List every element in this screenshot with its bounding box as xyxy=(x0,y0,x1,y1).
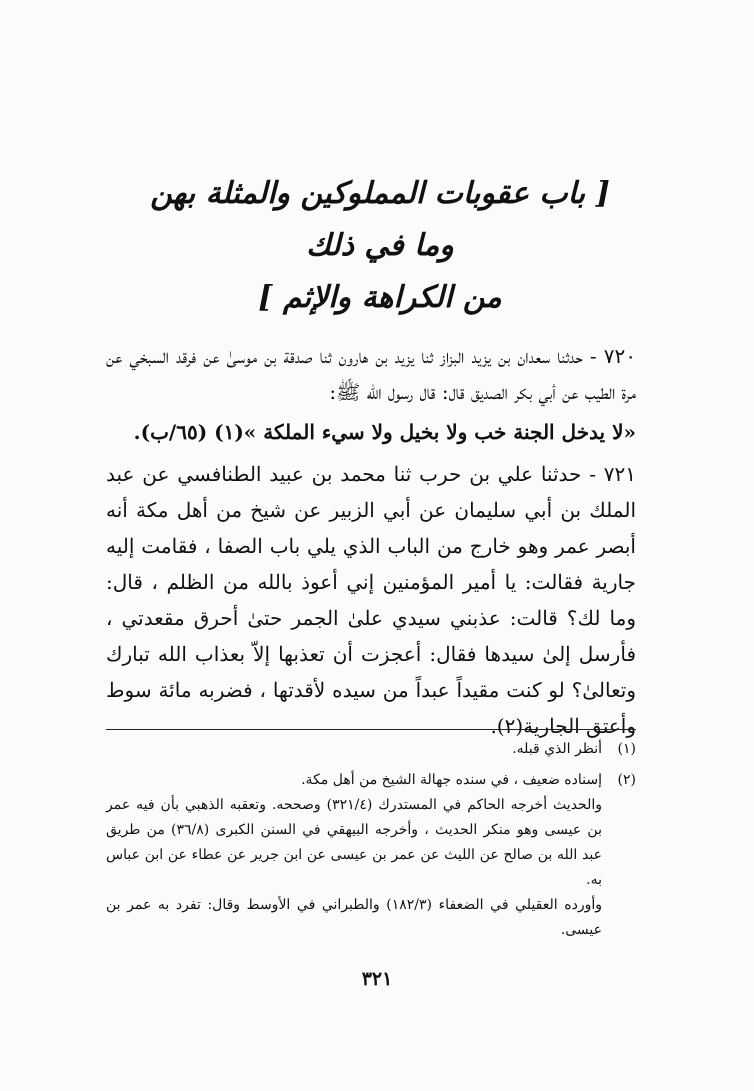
chapter-title xyxy=(140,168,620,324)
footnote-line: إسناده ضعيف ، في سنده جهالة الشيخ من أهل مكة. xyxy=(301,772,602,788)
page-number: ٣٢١ xyxy=(361,968,393,990)
main-text xyxy=(106,338,636,744)
footnote-number: (١) xyxy=(617,741,636,757)
footnote-number: (٢) xyxy=(617,772,636,788)
footnote-text xyxy=(106,768,602,943)
footnote-text xyxy=(106,737,602,762)
chapter-title-line-2: من الكراهة والإثم ] xyxy=(258,280,502,315)
chapter-title-line-1: [ باب عقوبات المملوكين والمثلة بهن وما في ذلك xyxy=(150,176,610,263)
footnote-2 xyxy=(106,768,636,943)
footnote-line: أنظر الذي قبله. xyxy=(512,741,602,757)
footnote-1 xyxy=(106,737,636,762)
hadith-720-isnad: ٧٢٠ - حدثنا سعدان بن يزيد البزاز ثنا يزيد بن هارون ثنا صدقة بن موسىٰ عن فرقد السبخي عن مرة الطيب عن أبي بكر الصديق قال: قال رسول الله ﷺ: xyxy=(106,344,636,404)
footnotes xyxy=(106,737,636,943)
hadith-721: ٧٢١ - حدثنا علي بن حرب ثنا محمد بن عبيد الطنافسي عن عبد الملك بن أبي سليمان عن أبي الزبير عن شيخ من أهل مكة أنه أبصر عمر وهو خارج من الباب الذي يلي باب الصفا ، فقامت إليه جارية فقالت: يا أمير المؤمنين إني أعوذ بالله من الظلم ، قال: وما لك؟ قالت: عذبني سيدي علىٰ الجمر حتىٰ أحرق مقعدتي ، فأرسل إلىٰ سيدها فقال: أعجزت أن تعذبها إلاّ بعذاب الله تبارك وتعالىٰ؟ لو كنت مقيداً عبداً من سيده لأقدتها ، فضربه مائة سوط وأعتق الجارية(٢). xyxy=(106,462,636,738)
footnote-divider xyxy=(106,729,636,730)
footnote-line: وأورده العقيلي في الضعفاء (١٨٢/٣) والطبراني في الأوسط وقال: تفرد به عمر بن عيسى. xyxy=(106,897,602,938)
footnote-line: والحديث أخرجه الحاكم في المستدرك (٣٢١/٤) وصححه. وتعقبه الذهبي بأن فيه عمر بن عيسى وهو منكر الحديث ، وأخرجه البيهقي في السنن الكبرى (٣٦/٨) من طريق عبد الله بن صالح عن الليث عن عمر بن عيسى عن ابن جرير عن عطاء عن ابن عباس به. xyxy=(106,797,603,888)
hadith-720-text: «لا يدخل الجنة خب ولا بخيل ولا سيء الملكة »(١) (٦٥/ب). xyxy=(133,420,636,444)
